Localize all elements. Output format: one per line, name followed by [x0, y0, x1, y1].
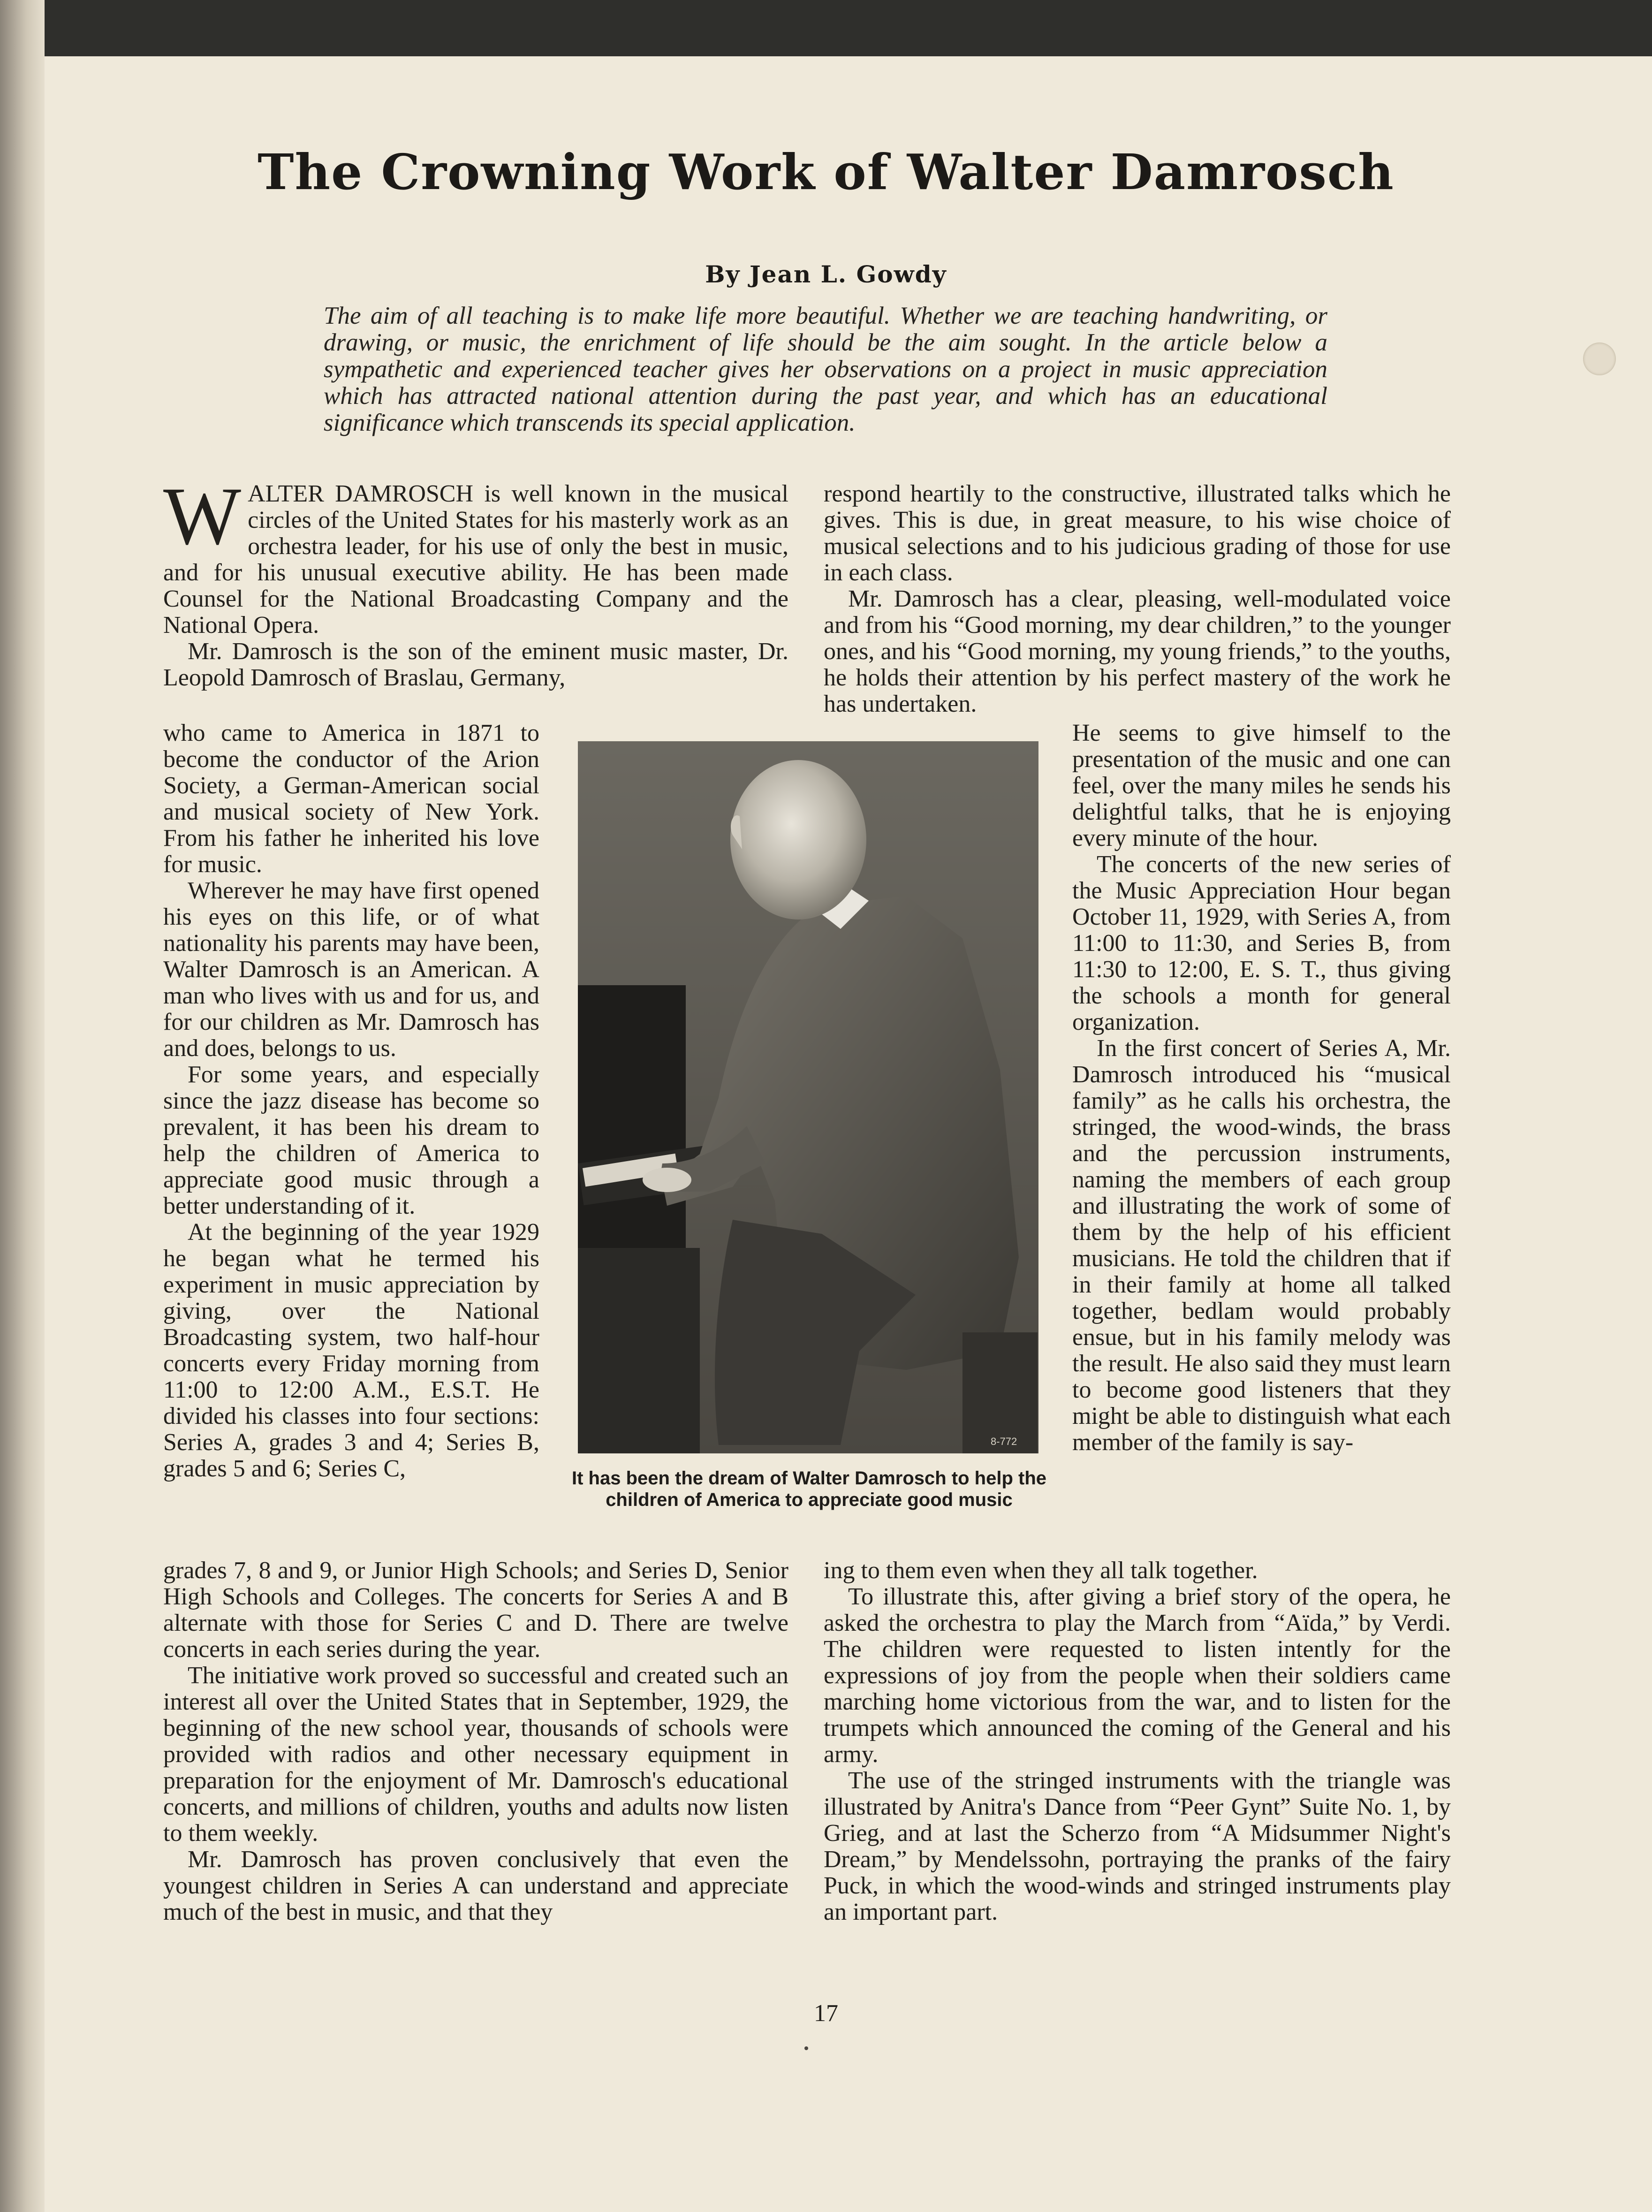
left-column-top [163, 471, 788, 691]
photo-illustration [578, 741, 1038, 1453]
ink-dot [804, 2046, 808, 2050]
page-binding-edge [0, 0, 45, 2212]
punch-hole [1583, 342, 1616, 375]
article-byline: By Jean L. Gowdy [705, 260, 947, 288]
photo-caption: It has been the dream of Walter Damrosch to help the children of America to appreciate good music [571, 1468, 1047, 1510]
left-column-narrow [163, 720, 539, 1482]
page-number: 17 [814, 2000, 838, 2027]
scan-background-top [0, 0, 1652, 56]
drop-cap: W [163, 471, 242, 562]
paragraph: In the first concert of Series A, Mr. Damrosch introduced his “musical family” as he calls his orchestra, the stringed, the wood-winds, the brass and the percussion instruments, naming the members of each group and illustrating the work of some of them by the help of his efficient musicians. He told the children that if in their family at home all talked together, bedlam would probably ensue, but in his family melody was the result. He also said they must learn to become good listeners that they might be able to distinguish what each member of the family is say- [1072, 1035, 1451, 1456]
photo-walter-damrosch [578, 741, 1038, 1453]
left-column-lower [163, 1558, 788, 1925]
paragraph: ing to them even when they all talk together. [824, 1557, 1258, 1584]
right-column-lower [824, 1558, 1451, 1925]
paragraph: At the beginning of the year 1929 he began what he termed his experiment in music appreciation by giving, over the National Broadcasting system, two half-hour concerts every Friday morning from 11:00 to 12:00 A.M., E.S.T. He divided his classes into four sections: Series A, grades 3 and 4; Series B, grades 5 and 6; Series C, [163, 1219, 539, 1482]
article-title: The Crowning Work of Walter Damrosch [258, 143, 1394, 201]
paragraph: Wherever he may have first opened his eyes on this life, or of what nationality his parents may have been, Walter Damrosch is an American. A man who lives with us and for us, and for our children as Mr. Damrosch has and does, belongs to us. [163, 877, 539, 1062]
paragraph: To illustrate this, after giving a brief story of the opera, he asked the orchestra to play the March from “Aïda,” by Verdi. The children were requested to listen intently for the expressions of joy from the people when their soldiers came marching home victorious from the war, and to listen for the trumpets which announced the coming of the General and his army. [824, 1583, 1451, 1768]
right-column-top [824, 481, 1451, 717]
paragraph: respond heartily to the constructive, illustrated talks which he gives. This is due, in great measure, to his wise choice of musical selections and to his judicious grading of those for use in each class. [824, 480, 1451, 586]
paragraph: Mr. Damrosch is the son of the eminent music master, Dr. Leopold Damrosch of Braslau, Germany, [163, 638, 788, 691]
paragraph: Mr. Damrosch has proven conclusively that even the youngest children in Series A can understand and appreciate much of the best in music, and that they [163, 1846, 788, 1925]
paragraph: The concerts of the new series of the Music Appreciation Hour began October 11, 1929, with Series A, from 11:00 to 11:30, and Series B, from 11:30 to 12:00, E. S. T., thus giving the schools a month for general organization. [1072, 851, 1451, 1035]
paragraph: For some years, and especially since the jazz disease has become so prevalent, it has been his dream to help the children of America to appreciate good music through a better understanding of it. [163, 1061, 539, 1219]
paragraph: The initiative work proved so successful and created such an interest all over the United States that in September, 1929, the beginning of the new school year, thousands of schools were provided with radios and other necessary equipment in preparation for the enjoyment of Mr. Damrosch's educational concerts, and millions of children, youths and adults now listen to them weekly. [163, 1662, 788, 1847]
paragraph: The use of the stringed instruments with the triangle was illustrated by Anitra's Dance from “Peer Gynt” Suite No. 1, by Grieg, and at last the Scherzo from “A Midsummer Night's Dream,” by Mendelssohn, portraying the pranks of the fairy Puck, in which the wood-winds and stringed instruments play an important part. [824, 1767, 1451, 1925]
right-column-narrow [1072, 720, 1451, 1456]
article-intro: The aim of all teaching is to make life more beautiful. Whether we are teaching handwriting, or drawing, or music, the enrichment of life should be the aim sought. In the article below a sympathetic and experienced teacher gives her observations on a project in music appreciation which has attracted national attention during the past year, and which has an educational significance which transcends its special application. [324, 302, 1327, 436]
paragraph: He seems to give himself to the presentation of the music and one can feel, over the many miles he sends his delightful talks, that he is enjoying every minute of the hour. [1072, 720, 1451, 851]
photo-figure [578, 741, 1038, 1461]
paragraph: WALTER DAMROSCH is well known in the musical circles of the United States for his masterly work as an orchestra leader, for his use of only the best in music, and for his unusual executive ability. He has been made Counsel for the National Broadcasting Company and the National Opera. [163, 471, 788, 639]
paragraph: grades 7, 8 and 9, or Junior High Schools; and Series D, Senior High Schools and Colleges. The concerts for Series A and B alternate with those for Series C and D. There are twelve concerts in each series during the year. [163, 1557, 788, 1663]
paragraph: Mr. Damrosch has a clear, pleasing, well-modulated voice and from his “Good morning, my dear children,” to the younger ones, and his “Good morning, my young friends,” to the youths, he holds their attention by his perfect mastery of the work he has undertaken. [824, 585, 1451, 717]
paragraph: who came to America in 1871 to become the conductor of the Arion Society, a German-American social and musical society of New York. From his father he inherited his love for music. [163, 720, 539, 878]
plate-number: 8-772 [991, 1436, 1017, 1447]
